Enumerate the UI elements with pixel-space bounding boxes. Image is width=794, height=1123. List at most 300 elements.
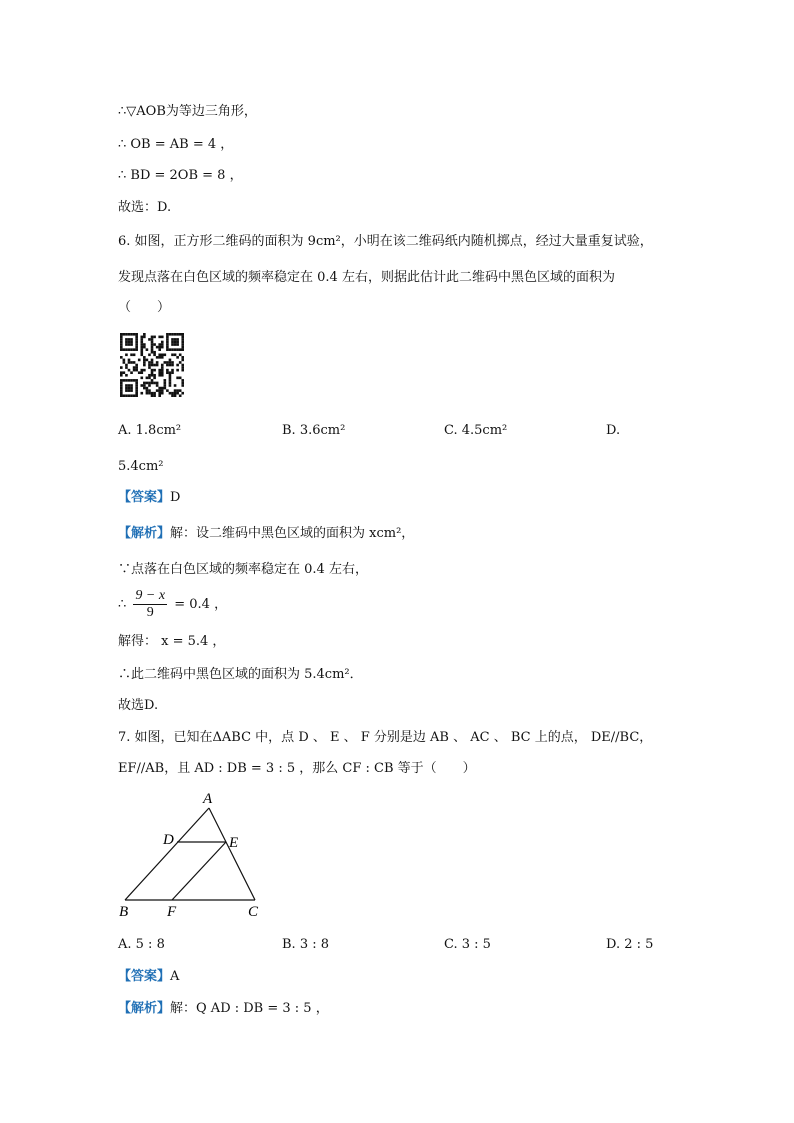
qr-module <box>140 371 143 374</box>
qr-module <box>135 379 138 382</box>
qr-module <box>128 384 131 387</box>
qr-module <box>146 359 149 362</box>
qr-module <box>123 361 126 364</box>
qr-module <box>164 387 167 390</box>
line-2: ∴ OB = AB = 4 ， <box>118 137 234 152</box>
qr-module <box>153 353 156 356</box>
qr-module <box>161 364 164 367</box>
qr-module <box>130 333 133 336</box>
qr-module <box>143 343 146 346</box>
qr-module <box>171 338 174 341</box>
qr-module <box>135 366 138 369</box>
qr-module <box>158 371 161 374</box>
qr-module <box>174 389 177 392</box>
analysis-text: 解：设二维码中黑色区域的面积为 xcm²， <box>170 526 415 541</box>
qr-module <box>130 387 133 390</box>
qr-module <box>148 353 151 356</box>
qr-module <box>140 343 143 346</box>
qr-module <box>125 387 128 390</box>
qr-module <box>128 361 131 364</box>
option-6-c: C. 4.5cm² <box>444 423 508 438</box>
qr-module <box>128 394 131 397</box>
qr-module <box>156 389 159 392</box>
qr-module <box>135 382 138 385</box>
segment-ef <box>172 842 226 900</box>
qr-module <box>146 348 149 351</box>
fraction-result: = 0.4 ， <box>174 597 228 612</box>
qr-module <box>125 353 128 356</box>
qr-module <box>125 364 128 367</box>
qr-module <box>174 384 177 387</box>
qr-module <box>120 341 123 344</box>
qr-module <box>133 361 136 364</box>
qr-module <box>181 359 184 362</box>
line-1: ∴▽AOB为等边三角形， <box>118 104 257 119</box>
qr-module <box>161 336 164 339</box>
qr-module <box>161 343 164 346</box>
qr-module <box>181 348 184 351</box>
qr-module <box>181 338 184 341</box>
qr-module <box>148 382 151 385</box>
qr-module <box>174 341 177 344</box>
qr-module <box>176 348 179 351</box>
qr-module <box>174 394 177 397</box>
qr-module <box>181 366 184 369</box>
qr-module <box>153 369 156 372</box>
qr-module <box>120 346 123 349</box>
qr-module <box>181 341 184 344</box>
qr-module <box>161 356 164 359</box>
qr-module <box>161 341 164 344</box>
qr-module <box>135 341 138 344</box>
qr-module <box>161 371 164 374</box>
qr-module <box>174 353 177 356</box>
qr-module <box>153 394 156 397</box>
qr-module <box>181 369 184 372</box>
qr-module <box>181 336 184 339</box>
qr-module <box>133 353 136 356</box>
qr-module <box>125 333 128 336</box>
label-b: B <box>119 904 129 920</box>
answer-value: D <box>170 490 181 505</box>
qr-module <box>143 369 146 372</box>
qr-module <box>158 392 161 395</box>
qr-module <box>140 369 143 372</box>
qr-module <box>128 341 131 344</box>
qr-module <box>158 374 161 377</box>
question-6-line-3: （ ） <box>118 300 171 315</box>
qr-module <box>120 379 123 382</box>
qr-module <box>181 384 184 387</box>
qr-module <box>123 348 126 351</box>
qr-module <box>125 348 128 351</box>
qr-module <box>133 394 136 397</box>
qr-module <box>133 366 136 369</box>
qr-module <box>174 333 177 336</box>
qr-module <box>128 379 131 382</box>
qr-module <box>151 341 154 344</box>
qr-module <box>135 343 138 346</box>
analysis-6-line-4: 解得： x = 5.4 ， <box>118 634 226 649</box>
qr-module <box>130 389 133 392</box>
qr-module <box>169 382 172 385</box>
qr-module <box>133 379 136 382</box>
analysis-6 <box>118 525 414 543</box>
qr-module <box>130 379 133 382</box>
qr-module <box>146 387 149 390</box>
qr-module <box>169 384 172 387</box>
qr-module <box>181 392 184 395</box>
qr-module <box>130 343 133 346</box>
qr-module <box>143 382 146 385</box>
qr-module <box>120 371 123 374</box>
qr-module <box>171 333 174 336</box>
qr-module <box>140 353 143 356</box>
qr-module <box>151 346 154 349</box>
option-6-d-value: 5.4cm² <box>118 459 164 474</box>
qr-module <box>158 356 161 359</box>
qr-module <box>169 364 172 367</box>
qr-module <box>120 382 123 385</box>
qr-module <box>161 389 164 392</box>
qr-module <box>135 387 138 390</box>
qr-module <box>164 353 167 356</box>
qr-module <box>130 394 133 397</box>
qr-module <box>135 333 138 336</box>
qr-module <box>140 377 143 380</box>
qr-module <box>176 392 179 395</box>
qr-module <box>171 369 174 372</box>
qr-module <box>166 361 169 364</box>
option-6-b: B. 3.6cm² <box>282 423 346 438</box>
analysis-6-line-6: 故选D. <box>118 698 159 713</box>
qr-module <box>148 364 151 367</box>
answer-value: A <box>170 969 180 984</box>
qr-module <box>133 333 136 336</box>
qr-module <box>130 353 133 356</box>
qr-module <box>161 366 164 369</box>
qr-module <box>164 382 167 385</box>
qr-module <box>151 374 154 377</box>
qr-module <box>174 343 177 346</box>
qr-module <box>151 382 154 385</box>
qr-module <box>176 341 179 344</box>
qr-module <box>169 359 172 362</box>
option-6-a: A. 1.8cm² <box>118 423 182 438</box>
qr-module <box>158 389 161 392</box>
qr-module <box>140 336 143 339</box>
qr-module <box>120 356 123 359</box>
qr-module <box>151 361 154 364</box>
qr-module <box>158 394 161 397</box>
qr-module <box>158 336 161 339</box>
qr-module <box>130 384 133 387</box>
qr-module <box>151 351 154 354</box>
qr-module <box>169 377 172 380</box>
line-3: ∴ BD = 2OB = 8 ， <box>118 168 243 183</box>
qr-module <box>151 343 154 346</box>
qr-module <box>120 392 123 395</box>
qr-module <box>151 336 154 339</box>
qr-module <box>156 361 159 364</box>
fraction-numerator: 9 − x <box>135 588 166 603</box>
qr-module <box>166 333 169 336</box>
qr-module <box>158 348 161 351</box>
qr-module <box>143 359 146 362</box>
qr-module <box>140 384 143 387</box>
answer-7 <box>118 968 179 986</box>
qr-module <box>156 364 159 367</box>
qr-module <box>140 346 143 349</box>
qr-module <box>166 336 169 339</box>
label-d: D <box>163 832 174 848</box>
qr-module <box>151 369 154 372</box>
qr-module <box>151 392 154 395</box>
qr-module <box>169 348 172 351</box>
qr-module <box>181 356 184 359</box>
qr-module <box>146 382 149 385</box>
qr-module <box>135 336 138 339</box>
question-6-line-2: 发现点落在白色区域的频率稳定在 0.4 左右，则据此估计此二维码中黑色区域的面积为 <box>118 270 615 285</box>
qr-module <box>128 338 131 341</box>
qr-module <box>161 387 164 390</box>
answer-tag: 【答案】 <box>118 490 171 505</box>
qr-module <box>176 356 179 359</box>
qr-module <box>143 384 146 387</box>
qr-module <box>143 364 146 367</box>
qr-module <box>171 343 174 346</box>
qr-module <box>123 359 126 362</box>
qr-module <box>120 348 123 351</box>
qr-module <box>153 351 156 354</box>
qr-module <box>130 361 133 364</box>
qr-module <box>123 371 126 374</box>
qr-module <box>169 379 172 382</box>
qr-module <box>135 394 138 397</box>
qr-module <box>161 392 164 395</box>
qr-module <box>166 369 169 372</box>
qr-module <box>146 377 149 380</box>
qr-module <box>156 356 159 359</box>
qr-module <box>181 382 184 385</box>
qr-module <box>120 343 123 346</box>
qr-module <box>125 343 128 346</box>
answer-tag: 【答案】 <box>118 969 171 984</box>
qr-module <box>120 384 123 387</box>
qr-module <box>128 387 131 390</box>
qr-module <box>166 371 169 374</box>
side-ab <box>125 808 209 900</box>
qr-module <box>164 379 167 382</box>
qr-module <box>179 333 182 336</box>
qr-module <box>161 346 164 349</box>
qr-module <box>125 394 128 397</box>
qr-module <box>176 377 179 380</box>
analysis-6-fraction-line <box>118 588 227 622</box>
qr-module <box>151 364 154 367</box>
qr-module <box>133 348 136 351</box>
fraction-denominator: 9 <box>146 605 154 620</box>
qr-module <box>143 336 146 339</box>
qr-module <box>120 394 123 397</box>
qr-module <box>151 348 154 351</box>
qr-module <box>146 389 149 392</box>
qr-module <box>138 359 141 362</box>
qr-module <box>176 333 179 336</box>
qr-module <box>148 374 151 377</box>
qr-module <box>158 346 161 349</box>
qr-module <box>133 369 136 372</box>
option-7-b: B. 3 : 8 <box>282 937 330 952</box>
qr-module <box>171 364 174 367</box>
qr-module <box>166 338 169 341</box>
qr-module <box>130 338 133 341</box>
qr-module <box>135 364 138 367</box>
qr-module <box>156 382 159 385</box>
qr-module <box>153 392 156 395</box>
qr-module <box>125 384 128 387</box>
qr-module <box>161 374 164 377</box>
qr-module <box>158 387 161 390</box>
qr-module <box>166 341 169 344</box>
qr-module <box>179 353 182 356</box>
qr-module <box>153 364 156 367</box>
qr-module <box>140 341 143 344</box>
qr-module <box>181 343 184 346</box>
qr-module <box>123 394 126 397</box>
qr-module <box>171 361 174 364</box>
qr-module <box>166 364 169 367</box>
qr-module <box>120 366 123 369</box>
label-c: C <box>248 904 259 920</box>
triangle-diagram <box>115 790 275 920</box>
qr-module <box>146 392 149 395</box>
option-7-a: A. 5 : 8 <box>118 937 165 952</box>
qr-module <box>120 387 123 390</box>
qr-module <box>140 338 143 341</box>
qr-module <box>161 369 164 372</box>
qr-module <box>166 346 169 349</box>
qr-module <box>120 374 123 377</box>
qr-module <box>169 374 172 377</box>
analysis-text: 解：Q AD : DB = 3 : 5 ， <box>170 1001 329 1016</box>
qr-module <box>176 389 179 392</box>
qr-module <box>171 353 174 356</box>
qr-module <box>171 371 174 374</box>
qr-module <box>151 371 154 374</box>
analysis-tag: 【解析】 <box>118 1001 171 1016</box>
qr-module <box>130 371 133 374</box>
qr-module <box>169 333 172 336</box>
qr-module <box>138 371 141 374</box>
qr-module <box>181 333 184 336</box>
qr-module <box>179 348 182 351</box>
qr-module <box>140 351 143 354</box>
qr-module <box>171 341 174 344</box>
qr-module <box>164 361 167 364</box>
qr-module <box>135 369 138 372</box>
qr-module <box>169 361 172 364</box>
qr-module <box>179 394 182 397</box>
option-7-d: D. 2 : 5 <box>606 937 654 952</box>
analysis-6-line-5: ∴此二维码中黑色区域的面积为 5.4cm²． <box>118 667 363 682</box>
qr-module <box>128 389 131 392</box>
qr-module <box>166 348 169 351</box>
qr-module <box>135 389 138 392</box>
qr-module <box>169 392 172 395</box>
qr-module <box>179 389 182 392</box>
qr-module <box>151 379 154 382</box>
side-ac <box>209 808 255 900</box>
qr-module <box>153 377 156 380</box>
qr-module <box>135 348 138 351</box>
qr-module <box>176 369 179 372</box>
qr-module <box>143 361 146 364</box>
qr-module <box>120 333 123 336</box>
qr-module <box>148 392 151 395</box>
qr-module <box>148 377 151 380</box>
analysis-7 <box>118 1000 329 1018</box>
qr-module <box>148 366 151 369</box>
qr-module <box>158 343 161 346</box>
qr-module <box>128 333 131 336</box>
label-f: F <box>167 904 177 920</box>
qr-code-image <box>120 333 184 397</box>
analysis-tag: 【解析】 <box>118 526 171 541</box>
qr-module <box>125 374 128 377</box>
qr-module <box>135 392 138 395</box>
qr-module <box>140 348 143 351</box>
qr-module <box>153 374 156 377</box>
qr-module <box>143 356 146 359</box>
qr-module <box>158 369 161 372</box>
question-7-line-2: EF//AB，且 AD : DB = 3 : 5 ，那么 CF : CB 等于（ ） <box>118 761 476 776</box>
qr-module <box>125 338 128 341</box>
therefore-symbol: ∴ <box>118 597 127 612</box>
line-4: 故选：D. <box>118 200 172 215</box>
question-7-line-1: 7. 如图，已知在ΔABC 中，点 D 、 E 、 F 分别是边 AB 、 AC 、 BC 上的点， DE//BC， <box>118 730 653 745</box>
qr-module <box>135 384 138 387</box>
qr-module <box>120 338 123 341</box>
qr-module <box>125 341 128 344</box>
qr-module <box>143 387 146 390</box>
qr-module <box>179 361 182 364</box>
qr-module <box>158 353 161 356</box>
qr-module <box>166 343 169 346</box>
qr-module <box>171 394 174 397</box>
qr-module <box>125 379 128 382</box>
qr-module <box>128 343 131 346</box>
qr-module <box>151 338 154 341</box>
label-e: E <box>229 835 239 851</box>
qr-module <box>148 389 151 392</box>
qr-module <box>156 384 159 387</box>
qr-module <box>179 377 182 380</box>
qr-module <box>128 369 131 372</box>
qr-module <box>181 379 184 382</box>
qr-module <box>174 338 177 341</box>
option-6-d: D. <box>606 423 621 438</box>
qr-module <box>171 392 174 395</box>
qr-module <box>143 346 146 349</box>
qr-module <box>171 348 174 351</box>
qr-module <box>176 364 179 367</box>
qr-module <box>130 341 133 344</box>
fraction <box>133 588 167 621</box>
qr-module <box>181 364 184 367</box>
qr-module <box>151 359 154 362</box>
answer-6 <box>118 489 180 507</box>
